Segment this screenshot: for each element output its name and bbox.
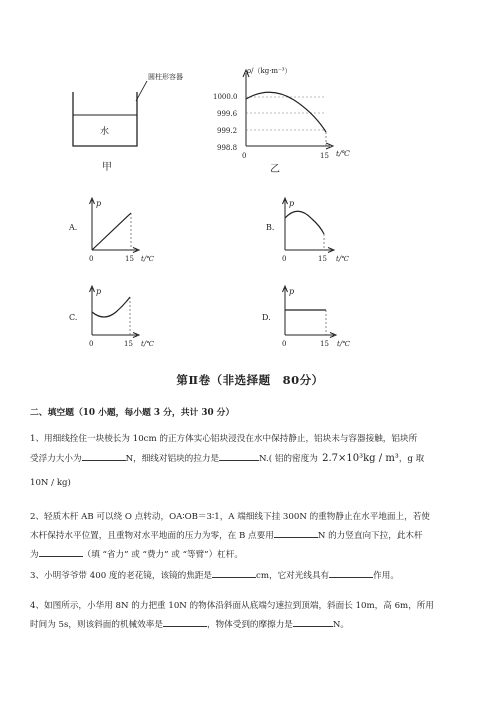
option-b-curve (285, 211, 324, 234)
option-c-x-tick-1: 15 (124, 340, 133, 348)
option-b-x-label: t/℃ (336, 255, 350, 263)
container-pointer (136, 81, 147, 101)
yi-x-tick-0: 0 (242, 152, 247, 160)
q4-blank-1[interactable] (163, 616, 207, 627)
q1-line-1: 1、用细线拴住一块棱长为 10cm 的正方体实心铝块浸没在水中保持静止，铝块未与容器接触，铝块所 (30, 434, 418, 444)
q2-blank-2[interactable] (39, 546, 83, 557)
option-a-x-tick-1: 15 (125, 255, 134, 263)
option-d-x-tick-0: 0 (282, 340, 287, 348)
q3-text-a: 3、小明爷爷带 400 度的老花镜，该镜的焦距是 (30, 571, 213, 581)
container-label: 圆柱形容器 (148, 73, 183, 81)
option-a-x-label: t/℃ (141, 255, 155, 263)
option-d-graph (262, 286, 350, 348)
container-outline (73, 92, 137, 146)
option-b-y-label: p (289, 199, 295, 208)
q4-line-1: 4、如图所示，小华用 8N 的力把重 10N 的物体沿斜面从底端匀速拉到顶端，斜面长 10m，高 6m，所用 (30, 601, 434, 611)
q4-line-2 (30, 616, 475, 635)
question-4 (30, 597, 475, 635)
q3-text-c: 作用。 (373, 571, 399, 581)
q1-text-a: 受浮力大小为 (30, 454, 82, 464)
q1-text-c: N.( 铝的密度为 (259, 454, 318, 464)
q1-line-2 (30, 449, 475, 469)
option-a-letter: A. (69, 223, 78, 232)
q2-line-3 (30, 546, 475, 565)
yi-y-tick-1: 999.6 (217, 110, 238, 118)
option-c-x-label: t/℃ (141, 340, 155, 348)
q2-blank-1[interactable] (274, 527, 318, 538)
yi-y-tick-0: 1000.0 (213, 93, 238, 101)
option-c-letter: C. (69, 313, 78, 322)
option-c-curve (92, 297, 130, 317)
question-1 (30, 430, 475, 493)
figure-jia (73, 72, 183, 173)
q4-blank-2[interactable] (293, 616, 333, 627)
option-a-graph (68, 198, 154, 263)
q1-blank-2[interactable] (219, 450, 259, 461)
q2-text-d: （填 “省力” 或 “费力” 或 “等臂”）杠杆。 (82, 550, 243, 560)
option-b-x-tick-1: 15 (318, 255, 327, 263)
q3-blank-2[interactable] (329, 567, 373, 578)
yi-x-axis-label: t/℃ (336, 149, 350, 158)
q1-text-b: N，细线对铝块的拉力是 (125, 454, 220, 464)
option-d-x-tick-1: 15 (320, 340, 329, 348)
q1-blank-1[interactable] (82, 450, 126, 461)
q2-line-1: 2、轻质木杆 AB 可以绕 O 点转动，OA∶OB＝3∶1，A 端细线下挂 300N 的重物静止在水平地面上，若使 (30, 512, 430, 522)
option-b-x-tick-0: 0 (282, 255, 287, 263)
q1-density: 2.7×10³kg / m³ (322, 453, 399, 464)
yi-y-tick-2: 999.2 (217, 127, 238, 135)
question-2 (30, 508, 475, 565)
q4-text-a: 时间为 5s，则该斜面的机械效率是 (30, 620, 163, 630)
q2-line-2 (30, 527, 475, 546)
option-b-graph (266, 198, 349, 263)
q1-text-d: ，g 取 (398, 454, 425, 464)
q4-text-c: N。 (332, 620, 350, 630)
figure-yi (213, 67, 351, 175)
caption-yi: 乙 (270, 164, 280, 175)
option-c-graph (69, 286, 154, 348)
option-d-letter: D. (262, 313, 271, 322)
yi-y-axis-label: ρ/（kg·m⁻³） (247, 67, 292, 75)
yi-x-tick-1: 15 (320, 152, 329, 160)
option-c-x-tick-0: 0 (89, 340, 94, 348)
option-b-letter: B. (266, 223, 275, 232)
yi-y-tick-3: 998.8 (217, 144, 238, 152)
question-3 (30, 567, 475, 586)
yi-density-curve (246, 92, 326, 132)
option-a-y-label: p (96, 199, 102, 208)
option-a-curve (92, 213, 131, 250)
option-d-x-label: t/℃ (337, 340, 351, 348)
option-d-y-label: p (289, 287, 295, 296)
q2-text-c: 为 (30, 550, 39, 560)
q3-text-b: cm，它对光线具有 (256, 571, 330, 581)
q4-text-b: ，物体受到的摩擦力是 (206, 620, 293, 630)
q2-text-a: 木杆保持水平位置，且重物对水平地面的压力为零，在 B 点要用 (30, 531, 274, 541)
section-subtitle: 二、填空题（10 小题，每小题 3 分，共计 30 分） (30, 408, 235, 418)
q3-blank-1[interactable] (212, 567, 256, 578)
q1-line-3: 10N / kg) (30, 478, 71, 488)
section-title: 第Ⅱ卷（非选择题 80分） (176, 373, 324, 387)
water-label: 水 (100, 127, 110, 137)
option-a-x-tick-0: 0 (89, 255, 94, 263)
caption-jia: 甲 (102, 162, 112, 173)
q2-text-b: N 的力竖直向下拉，此木杆 (317, 531, 423, 541)
option-c-y-label: p (96, 287, 102, 296)
